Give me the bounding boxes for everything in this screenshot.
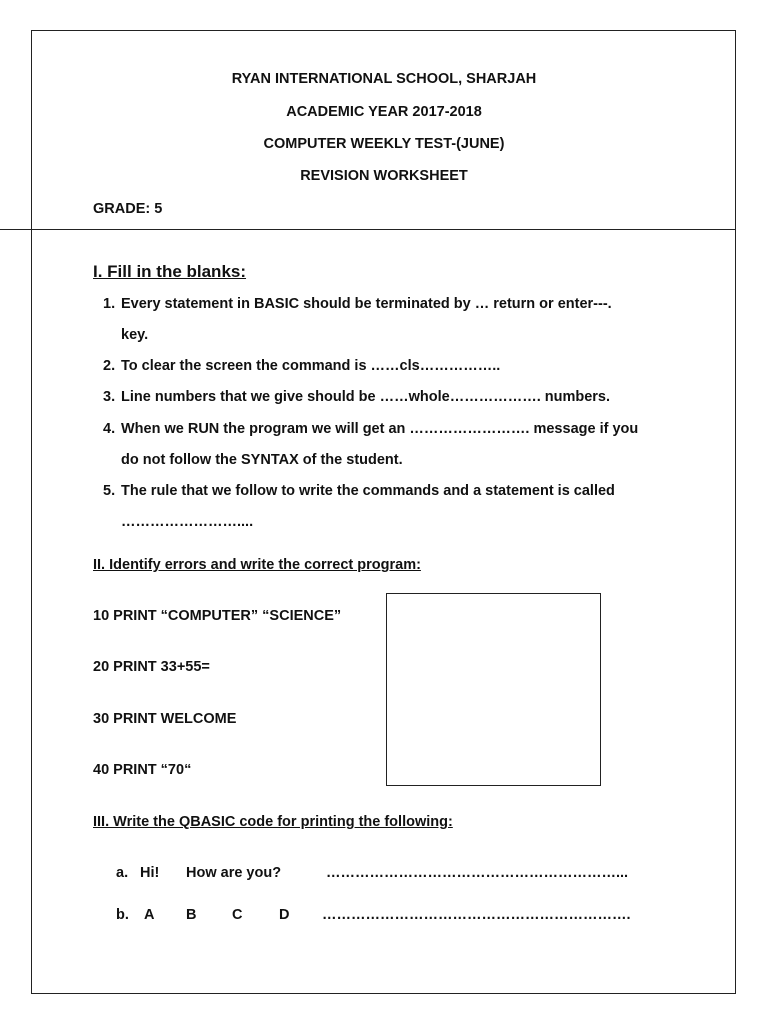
item-5-line1: The rule that we follow to write the commands and a statement is called: [121, 483, 615, 499]
item-number: 2.: [103, 358, 116, 374]
item-b-letter: A: [144, 907, 155, 923]
item-number: 5.: [103, 483, 116, 499]
item-5-line2: ……………………....: [121, 514, 254, 530]
program-line: 10 PRINT “COMPUTER” “SCIENCE”: [93, 608, 342, 624]
item-b-letter: B: [186, 907, 197, 923]
header-divider: [0, 229, 736, 230]
item-b-label: b.: [116, 907, 129, 923]
item-1-line1: Every statement in BASIC should be terminated by … return or enter---.: [121, 296, 612, 312]
item-a-label: a.: [116, 865, 129, 881]
section3-title: III. Write the QBASIC code for printing the following:: [93, 814, 453, 830]
item-1-line2: key.: [121, 327, 149, 343]
item-4-line2: do not follow the SYNTAX of the student.: [121, 452, 403, 468]
worksheet-title: REVISION WORKSHEET: [300, 168, 468, 184]
school-name: RYAN INTERNATIONAL SCHOOL, SHARJAH: [231, 71, 537, 87]
test-title: COMPUTER WEEKLY TEST-(JUNE): [263, 136, 505, 152]
section1-title: I. Fill in the blanks:: [93, 262, 247, 281]
item-number: 4.: [103, 421, 116, 437]
answer-box: [386, 593, 601, 786]
item-b-blank: ……………………………………………………….: [322, 907, 631, 923]
item-a-word: Hi!: [140, 865, 160, 881]
item-number: 1.: [103, 296, 116, 312]
item-2-line1: To clear the screen the command is ……cls……………..: [121, 358, 501, 374]
program-line: 20 PRINT 33+55=: [93, 659, 210, 675]
program-line: 30 PRINT WELCOME: [93, 711, 237, 727]
item-number: 3.: [103, 389, 116, 405]
academic-year: ACADEMIC YEAR 2017-2018: [286, 104, 482, 120]
item-3-line1: Line numbers that we give should be ……whole………………. numbers.: [121, 389, 611, 405]
item-a-blank: ……………………………………………………...: [326, 865, 629, 881]
program-line: 40 PRINT “70“: [93, 762, 192, 778]
item-b-letter: C: [232, 907, 243, 923]
grade-label: GRADE: 5: [93, 201, 163, 217]
item-4-line1: When we RUN the program we will get an ……………………. message if you: [121, 421, 639, 437]
section2-title: II. Identify errors and write the correct program:: [93, 557, 421, 573]
item-a-word: How are you?: [186, 865, 282, 881]
item-b-letter: D: [279, 907, 290, 923]
